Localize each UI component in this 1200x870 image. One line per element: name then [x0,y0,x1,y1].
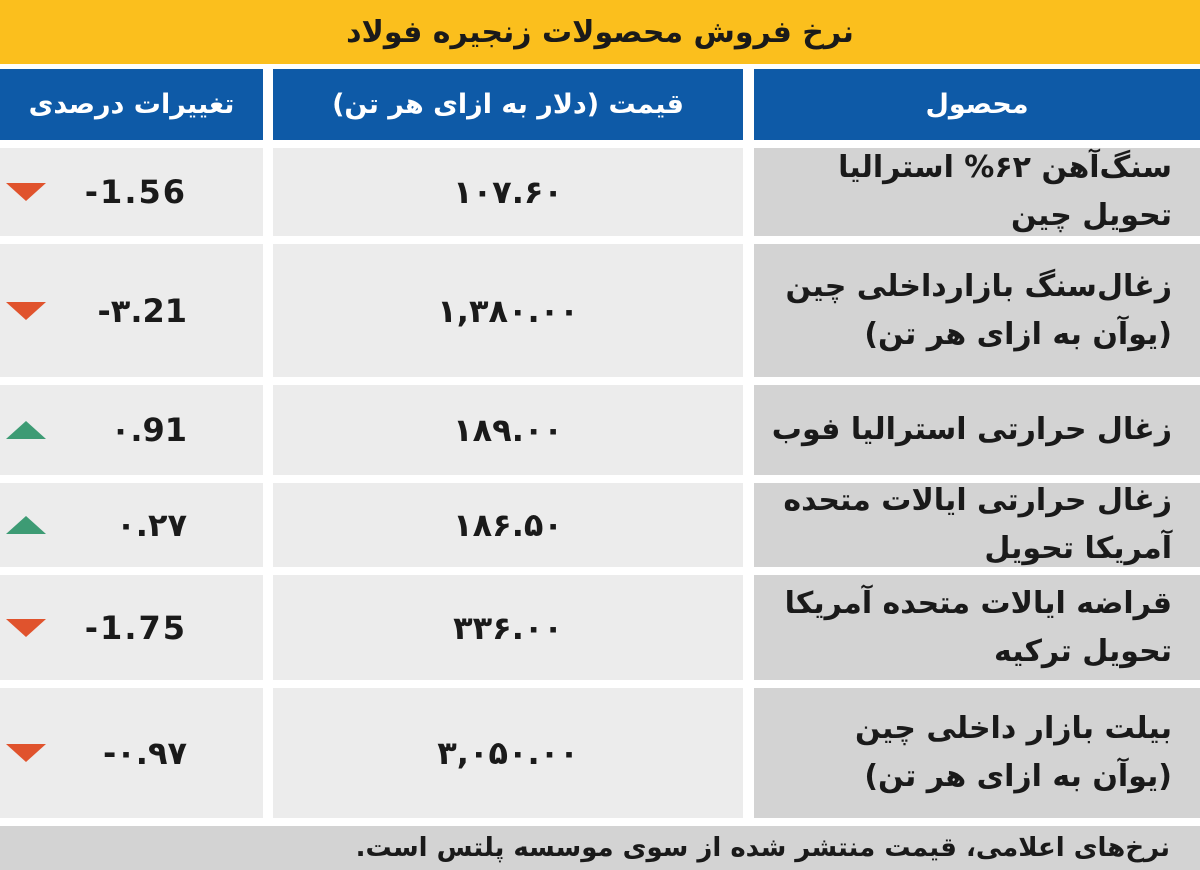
header-product: محصول [754,69,1200,140]
row-change-cell [0,688,263,818]
header-price: قیمت (دلار به ازای هر تن) [273,69,743,140]
triangle-down-icon [6,744,46,762]
table-title: نرخ فروش محصولات زنجیره فولاد [0,0,1200,67]
row-product: بیلت بازار داخلی چین (یوآن به ازای هر تن) [754,688,1200,818]
triangle-down-icon [6,183,46,201]
row-change-cell [0,385,263,475]
row-change-value: -1.56 [84,173,187,211]
row-price: ۳,۰۵۰.۰۰ [273,688,743,818]
row-change-value: -1.75 [84,608,187,647]
row-product: زغال حرارتی ایالات متحده آمریکا تحویل [754,483,1200,567]
row-change-cell [0,148,263,236]
triangle-up-icon [6,421,46,439]
row-product: زغال حرارتی استرالیا فوب [754,385,1200,475]
row-change-cell [0,483,263,567]
row-price: ۱۸۶.۵۰ [273,483,743,567]
row-price: ۱,۳۸۰.۰۰ [273,244,743,377]
triangle-down-icon [6,619,46,637]
row-price: ۱۰۷.۶۰ [273,148,743,236]
row-product: زغال‌سنگ بازارداخلی چین (یوآن به ازای هر تن) [754,244,1200,377]
row-product: سنگ‌آهن ۶۲% استرالیا تحویل چین [754,148,1200,236]
row-product: قراضه ایالات متحده آمریکا تحویل ترکیه [754,575,1200,680]
header-change: تغییرات درصدی [0,69,263,140]
footer-note: نرخ‌های اعلامی، قیمت منتشر شده از سوی موسسه پلتس است. [0,826,1200,870]
row-change-value: ۰.91 [110,411,187,449]
row-price: ۳۳۶.۰۰ [273,575,743,680]
row-change-value: -۰.۹۷ [102,734,187,772]
triangle-down-icon [6,302,46,320]
row-change-cell [0,244,263,377]
triangle-up-icon [6,516,46,534]
row-change-value: ۰.۲۷ [116,506,187,544]
row-change-value: -۳.21 [97,291,187,330]
row-price: ۱۸۹.۰۰ [273,385,743,475]
row-change-cell [0,575,263,680]
